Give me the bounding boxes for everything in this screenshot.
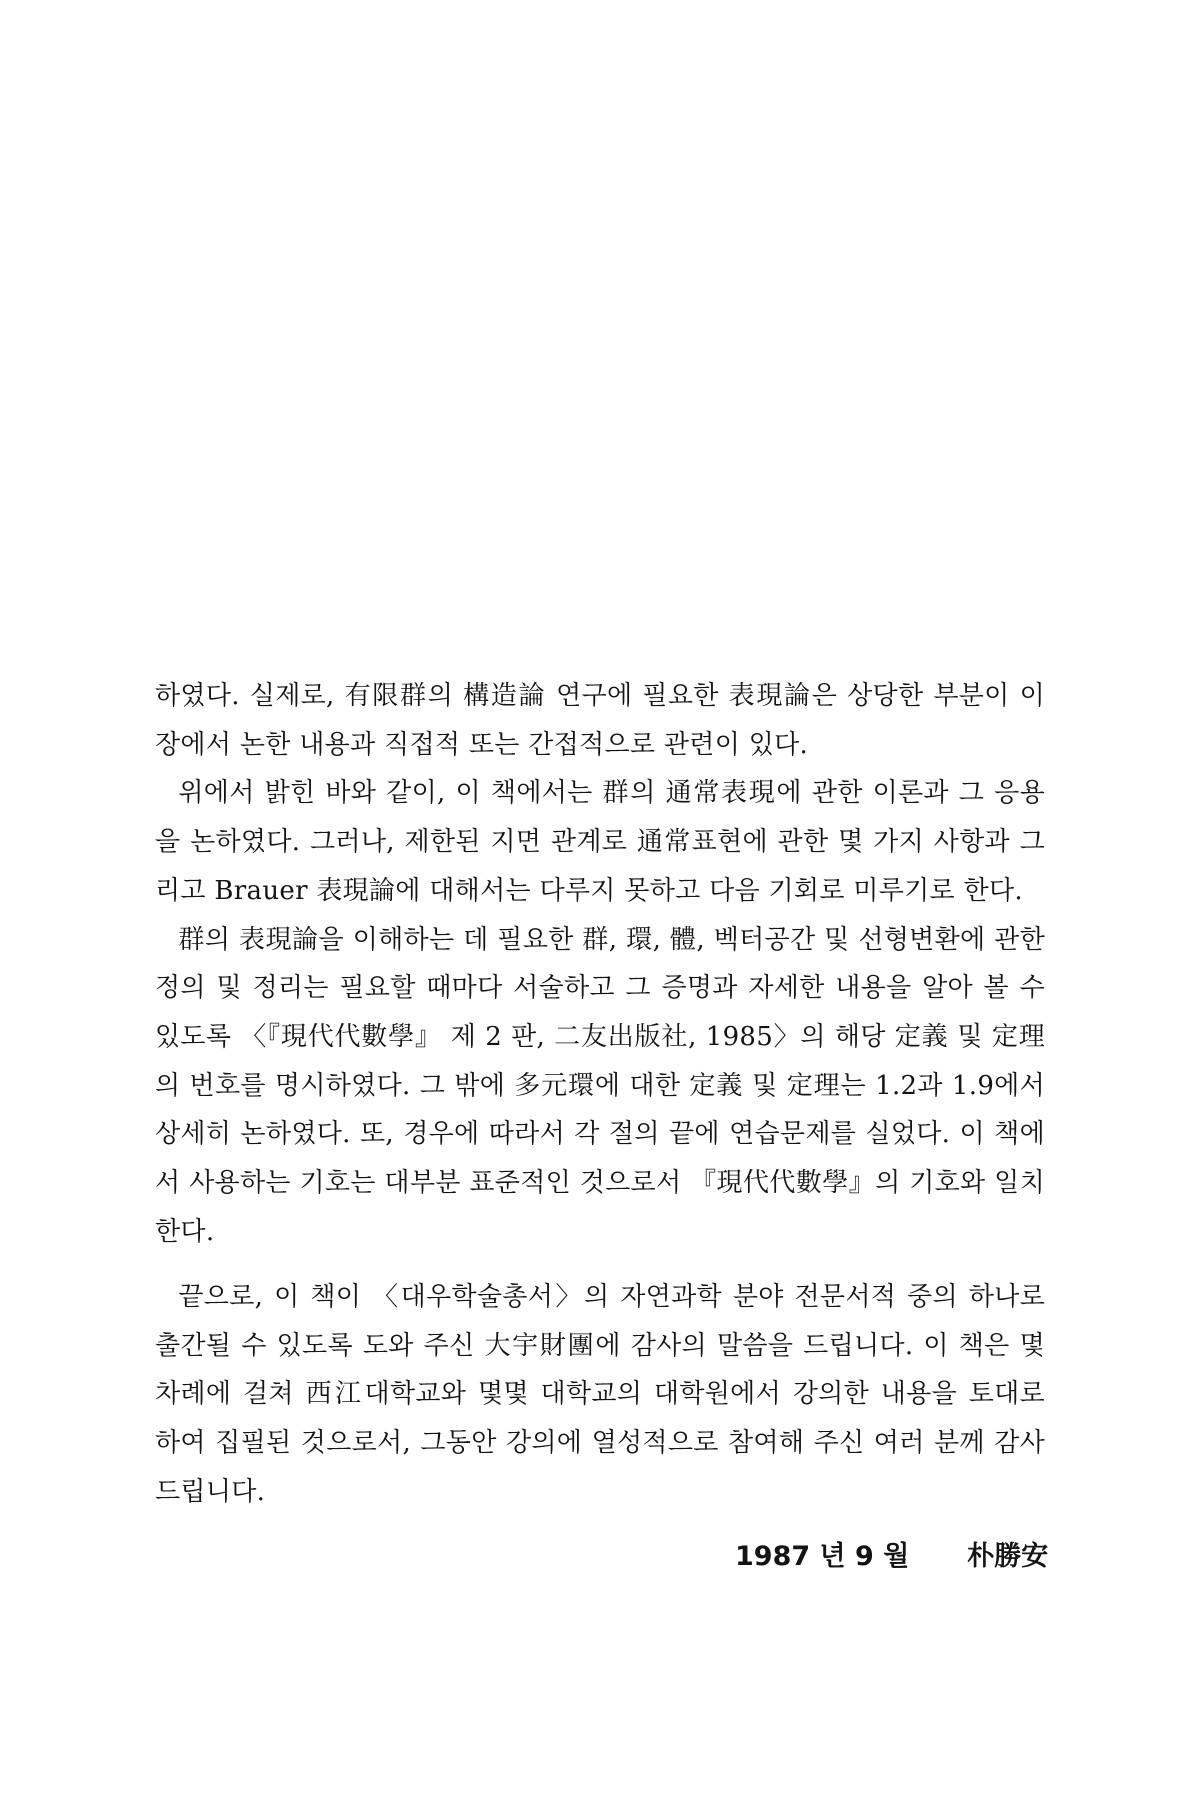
signature-author: 朴勝安 xyxy=(967,1541,1049,1572)
paragraph-references: 群의 表現論을 이해하는 데 필요한 群, 環, 體, 벡터공간 및 선형변환에 관한 정의 및 정리는 필요할 때마다 서술하고 그 증명과 자세한 내용을 알아 볼 수 있도록 〈『現代代數學』 제 2 판, 二友出版社, 1985〉의 해당 定義 및 定理의 번호를 명시하였다. 그 밖에 多元環에 대한 定義 및 定理는 1.2과 1.9에서 상세히 논하였다. 또, 경우에 따라서 각 절의 끝에 연습문제를 실었다. 이 책에서 사용하는 기호는 대부분 표준적인 것으로서 『現代代數學』의 기호와 일치한다. xyxy=(155,924,1045,1247)
signature-line xyxy=(735,1534,1055,1580)
paragraph-scope: 위에서 밝힌 바와 같이, 이 책에서는 群의 通常表現에 관한 이론과 그 응용을 논하였다. 그러나, 제한된 지면 관계로 通常표현에 관한 몇 가지 사항과 그리고 Brauer 表現論에 대해서는 다루지 못하고 다음 기회로 미루기로 한다. xyxy=(155,778,1045,906)
preface-text-block-1 xyxy=(155,672,1045,1256)
preface-text-block-2 xyxy=(155,1273,1045,1517)
signature-date: 1987 년 9 월 xyxy=(735,1541,910,1572)
paragraph-continuation: 하였다. 실제로, 有限群의 構造論 연구에 필요한 表現論은 상당한 부분이 이 장에서 논한 내용과 직접적 또는 간접적으로 관련이 있다. xyxy=(155,681,1045,760)
paragraph-acknowledgements: 끝으로, 이 책이 〈대우학술총서〉의 자연과학 분야 전문서적 중의 하나로 출간될 수 있도록 도와 주신 大宇財團에 감사의 말씀을 드립니다. 이 책은 몇 차례에 걸쳐 西江대학교와 몇몇 대학교의 대학원에서 강의한 내용을 토대로 하여 집필된 것으로서, 그동안 강의에 열성적으로 참여해 주신 여러 분께 감사드립니다. xyxy=(155,1282,1045,1507)
